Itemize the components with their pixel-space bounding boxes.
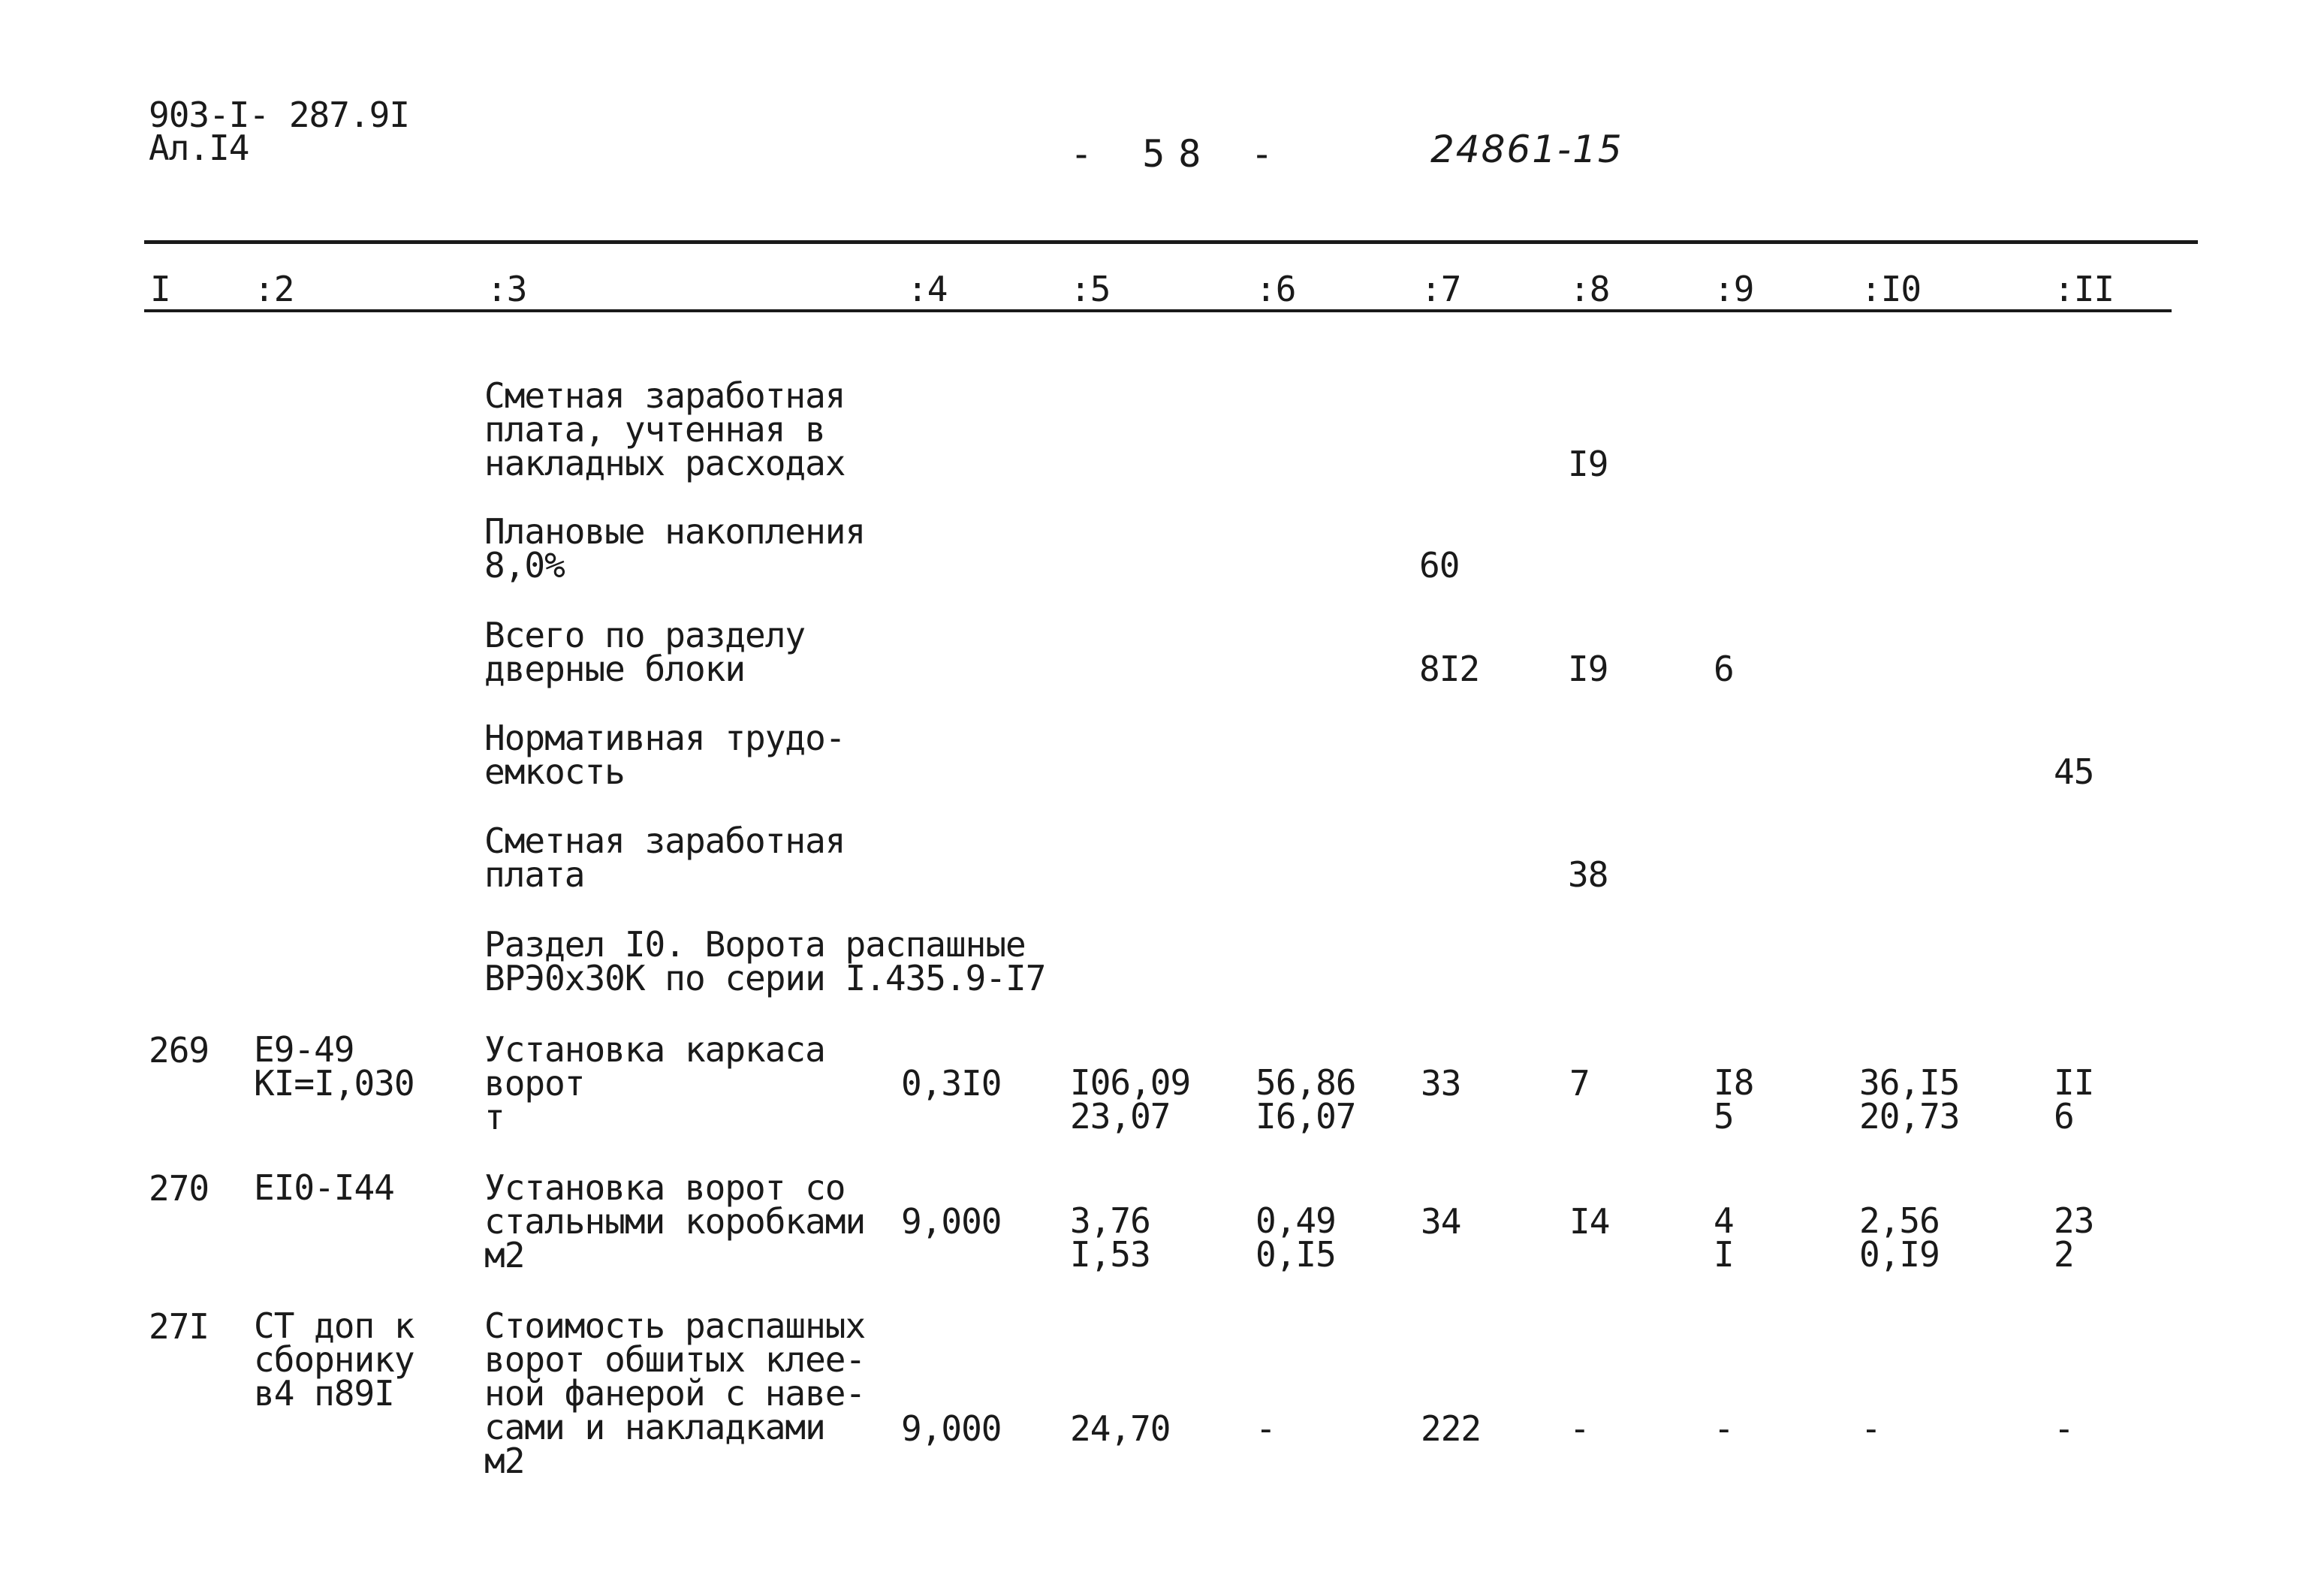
summary-value-col8: I9 xyxy=(1568,649,1608,689)
row-col10: - xyxy=(1861,1408,1881,1449)
row-col11: II 6 xyxy=(2054,1062,2094,1137)
document-code: 903-I- 287.9I xyxy=(149,95,410,135)
summary-value-col9: 6 xyxy=(1714,649,1734,689)
summary-value-col11: 45 xyxy=(2054,751,2094,792)
row-col4: 0,3I0 xyxy=(901,1063,1002,1104)
column-header-5: :5 xyxy=(1070,269,1111,309)
summary-label: Плановые накопления 8,0% xyxy=(484,511,866,586)
row-col7: 33 xyxy=(1421,1063,1461,1104)
row-col8: - xyxy=(1569,1408,1590,1449)
column-header-10: :I0 xyxy=(1861,269,1922,309)
row-col5: 24,70 xyxy=(1070,1408,1171,1449)
row-col11: 23 2 xyxy=(2054,1200,2094,1275)
column-header-9: :9 xyxy=(1714,269,1754,309)
row-code: Е9-49 КI=I,030 xyxy=(254,1029,414,1104)
row-code: СТ доп к сборнику в4 п89I xyxy=(254,1305,414,1414)
summary-label: Сметная заработная плата, учтенная в накладных расходах xyxy=(484,375,846,483)
row-col11: - xyxy=(2054,1408,2074,1449)
row-col8: 7 xyxy=(1569,1063,1590,1104)
row-name: Стоимость распашных ворот обшитых клее- ной фанерой с наве- сами и накладками м2 xyxy=(484,1305,866,1481)
row-name: Установка каркаса ворот т xyxy=(484,1029,825,1137)
stamp-number: 24861-15 xyxy=(1430,128,1623,171)
column-header-2: :2 xyxy=(254,269,294,309)
row-name: Установка ворот со стальными коробками м2 xyxy=(484,1167,866,1275)
section-title: Раздел I0. Ворота распашные ВРЭ0х30К по серии I.435.9-I7 xyxy=(484,924,1046,998)
row-col5: 3,76 I,53 xyxy=(1070,1200,1150,1275)
row-col9: - xyxy=(1714,1408,1734,1449)
row-col4: 9,000 xyxy=(901,1408,1002,1449)
row-col6: 56,86 I6,07 xyxy=(1255,1062,1356,1137)
row-col6: - xyxy=(1255,1408,1276,1449)
row-col10: 2,56 0,I9 xyxy=(1859,1200,1940,1275)
row-col7: 34 xyxy=(1421,1201,1461,1242)
row-col9: 4 I xyxy=(1714,1200,1734,1275)
column-header-11: :II xyxy=(2054,269,2115,309)
column-header-4: :4 xyxy=(907,269,948,309)
sheet-number: Ал.I4 xyxy=(149,128,249,168)
row-number: 269 xyxy=(149,1030,209,1071)
summary-value-col7: 8I2 xyxy=(1419,649,1480,689)
row-col7: 222 xyxy=(1421,1408,1482,1449)
row-col4: 9,000 xyxy=(901,1201,1002,1242)
summary-value-col7: 60 xyxy=(1419,545,1460,586)
row-col5: I06,09 23,07 xyxy=(1070,1062,1191,1137)
row-col9: I8 5 xyxy=(1714,1062,1754,1137)
row-col6: 0,49 0,I5 xyxy=(1255,1200,1336,1275)
row-col8: I4 xyxy=(1569,1201,1610,1242)
row-code: ЕI0-I44 xyxy=(254,1167,394,1208)
summary-value-col8: 38 xyxy=(1568,854,1608,895)
row-col10: 36,I5 20,73 xyxy=(1859,1062,1960,1137)
column-header-7: :7 xyxy=(1421,269,1461,309)
row-number: 27I xyxy=(149,1306,209,1347)
top-rule xyxy=(144,240,2198,244)
summary-value-col8: I9 xyxy=(1568,444,1608,484)
column-header-1: I xyxy=(150,269,170,309)
page-number: - 58 - xyxy=(1070,132,1287,176)
column-header-8: :8 xyxy=(1569,269,1610,309)
summary-label: Всего по разделу дверные блоки xyxy=(484,615,806,689)
row-number: 270 xyxy=(149,1168,209,1209)
column-header-6: :6 xyxy=(1255,269,1296,309)
summary-label: Нормативная трудо- емкость xyxy=(484,718,846,792)
summary-label: Сметная заработная плата xyxy=(484,821,846,895)
header-bottom-rule xyxy=(144,309,2172,312)
column-header-3: :3 xyxy=(487,269,527,309)
